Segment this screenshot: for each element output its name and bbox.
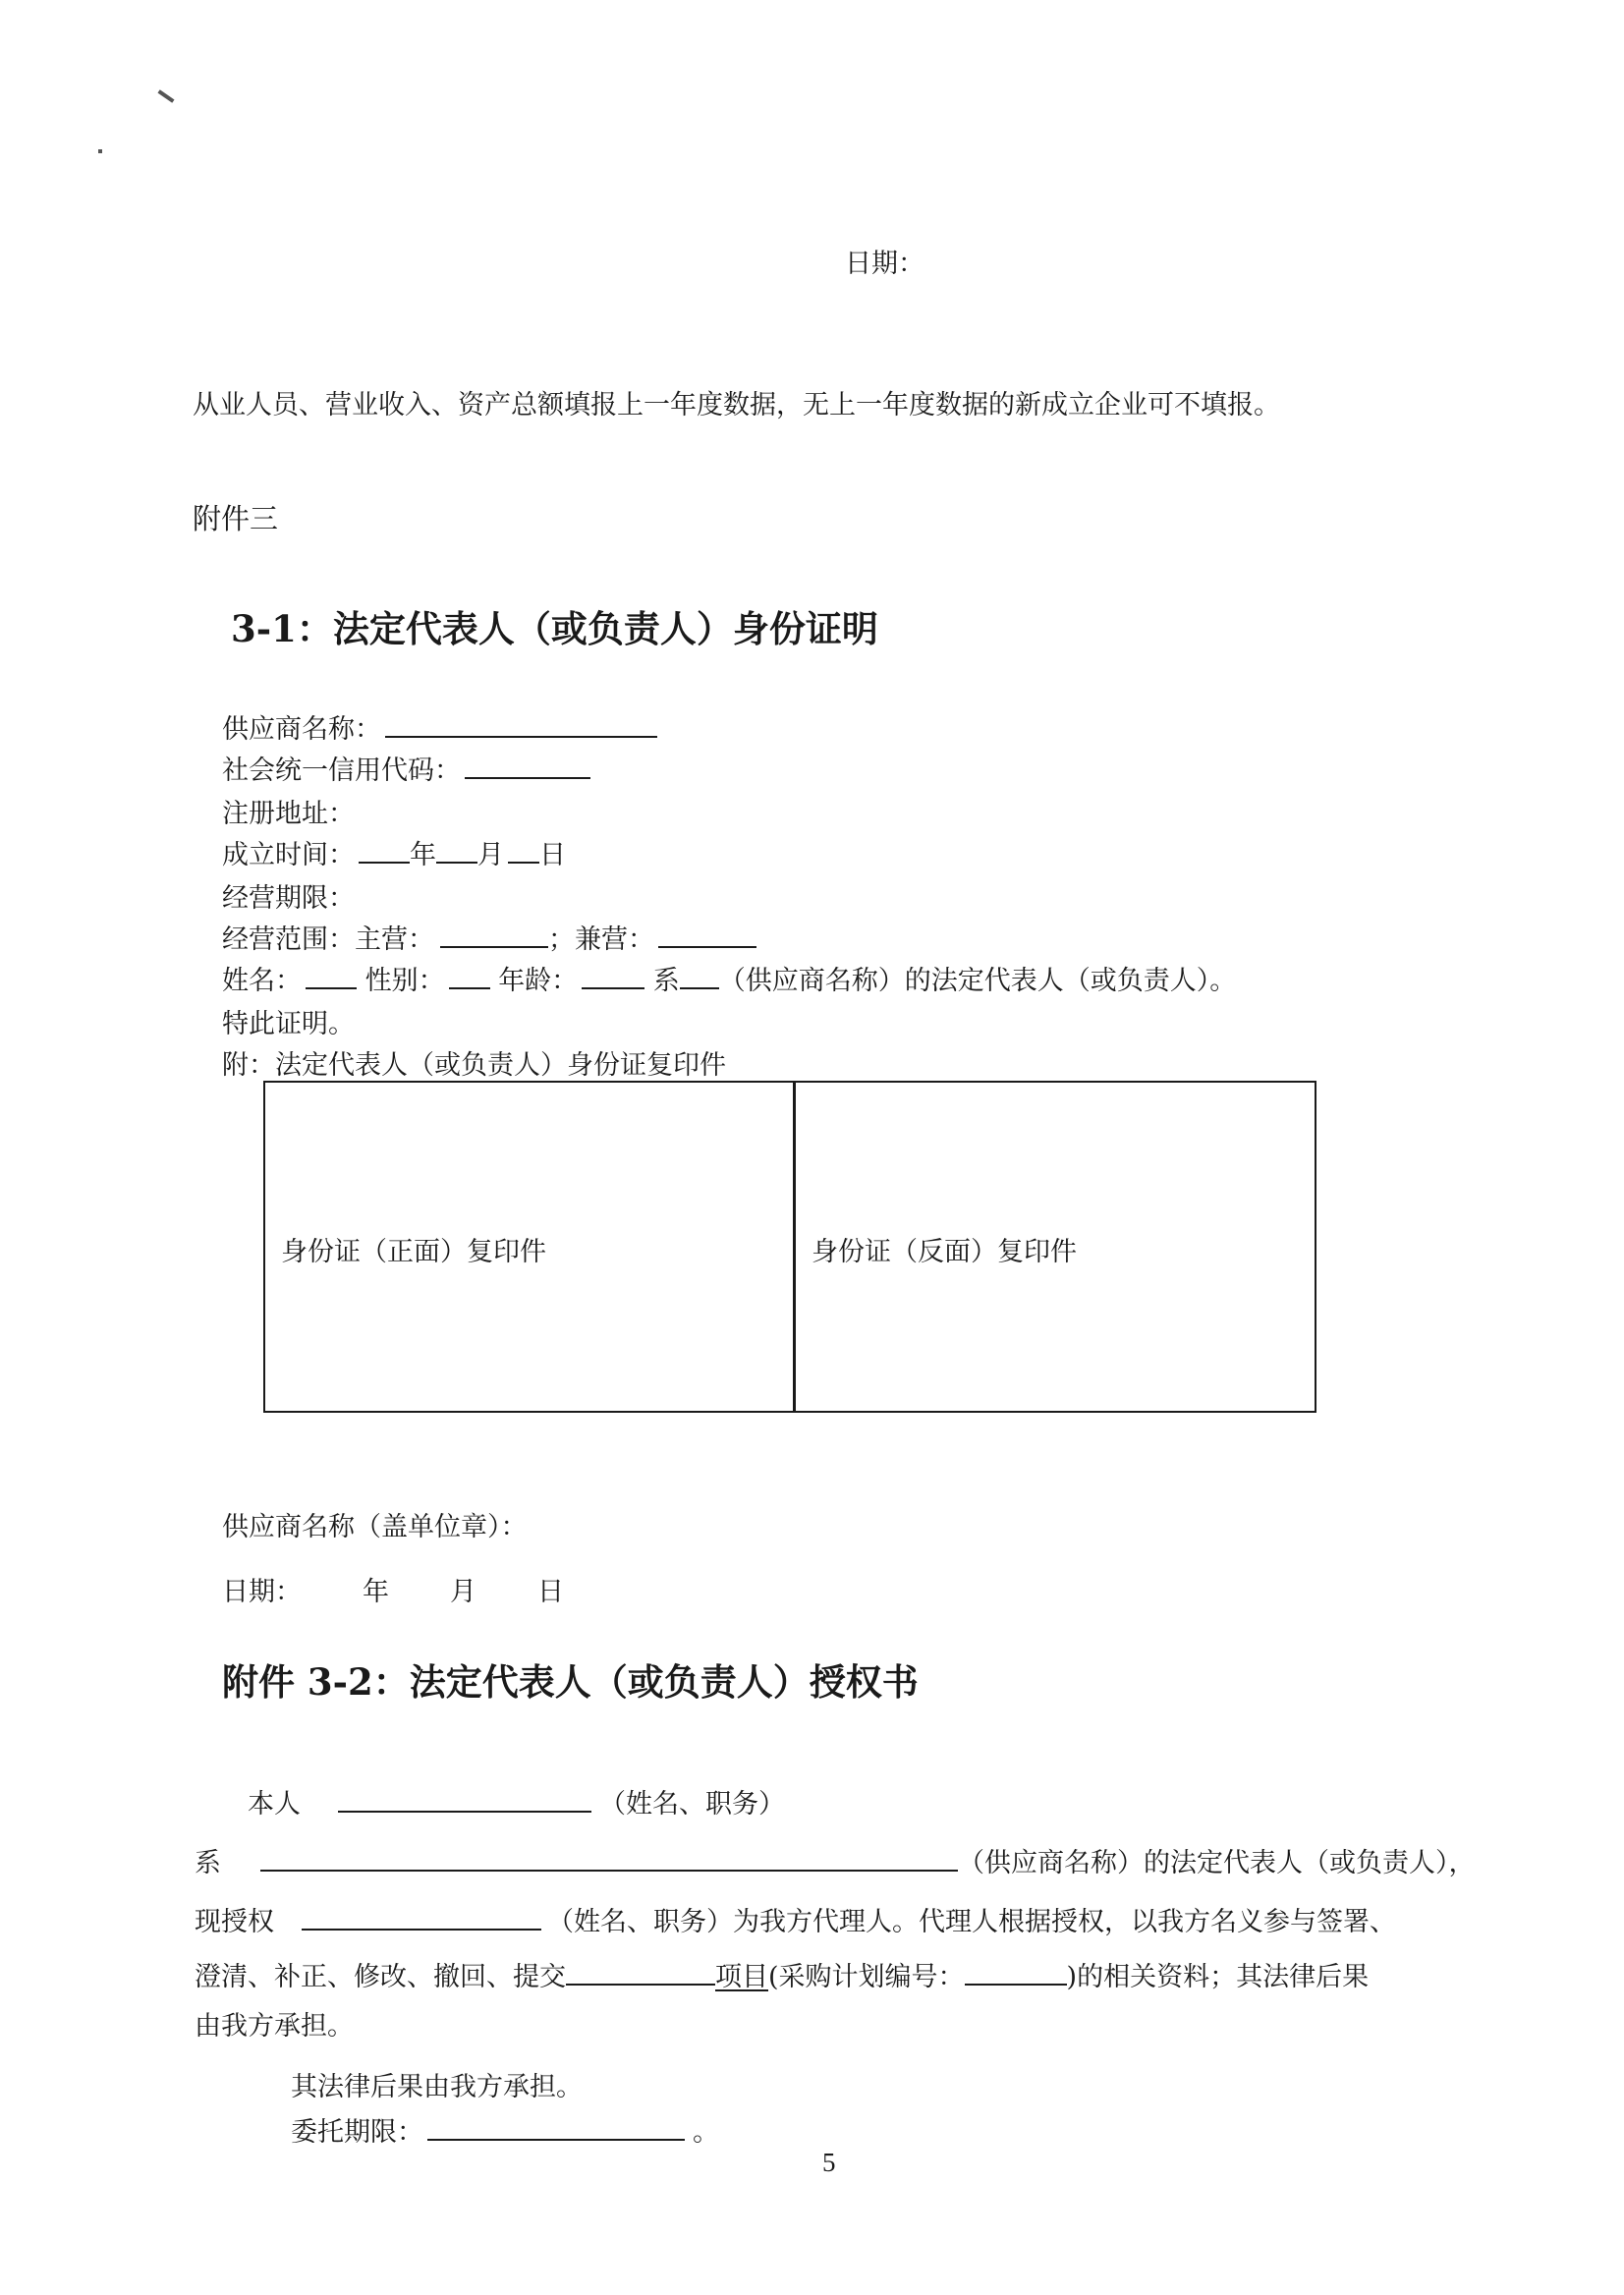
top-date-label: 日期： <box>845 249 924 279</box>
founded-label: 成立时间： <box>222 840 355 870</box>
auth-grant-label: 现授权 <box>195 1907 274 1937</box>
annex3-date-line <box>222 1570 564 1608</box>
period-label: 经营期限： <box>222 883 355 914</box>
auth-self-suffix: （姓名、职务） <box>599 1789 785 1819</box>
id-back-label: 身份证（反面）复印件 <box>812 1237 1077 1267</box>
scope-main-label: 经营范围：主营： <box>222 924 434 955</box>
auth-supplier-blank[interactable] <box>260 1844 958 1872</box>
supplier-name-label: 供应商名称： <box>222 714 381 745</box>
annex3-date-day: 日 <box>537 1577 564 1607</box>
seal-label: 供应商名称（盖单位章）： <box>222 1512 528 1542</box>
auth-plan-label: (采购计划编号： <box>768 1962 965 1992</box>
id-front-label: 身份证（正面）复印件 <box>281 1237 546 1267</box>
supplier-name-line <box>222 707 657 746</box>
auth-project-label: 项目 <box>715 1962 768 1992</box>
supplier-name-blank[interactable] <box>385 710 657 738</box>
annex-3-1-title: 3-1：法定代表人（或负责人）身份证明 <box>231 607 878 650</box>
auth-line-4 <box>195 1955 1369 1993</box>
annex3-date-label: 日期： <box>222 1577 302 1607</box>
attachment-note: 附：法定代表人（或负责人）身份证复印件 <box>222 1050 726 1081</box>
annex-3-2-title: 附件 3-2：法定代表人（或负责人）授权书 <box>222 1660 919 1704</box>
credit-code-blank[interactable] <box>465 752 590 779</box>
age-blank[interactable] <box>582 962 644 989</box>
founded-year-blank[interactable] <box>359 836 410 864</box>
auth-rel-label: 系 <box>195 1848 221 1878</box>
credit-code-label: 社会统一信用代码： <box>222 756 461 786</box>
auth-self-label: 本人 <box>248 1789 301 1819</box>
scope-side-label: ；兼营： <box>548 924 654 955</box>
annex3-date-month: 月 <box>450 1577 476 1607</box>
gender-label: 性别： <box>364 966 445 996</box>
relation-blank[interactable] <box>680 962 719 989</box>
annex-heading: 附件三 <box>193 502 279 535</box>
gender-blank[interactable] <box>449 962 490 989</box>
relation-label: 系 <box>652 966 680 996</box>
auth-grant-suffix: （姓名、职务）为我方代理人。代理人根据授权，以我方名义参与签署、 <box>547 1907 1396 1937</box>
auth-term-suffix: 。 <box>693 2117 719 2148</box>
founded-month-unit: 月 <box>477 840 504 870</box>
founded-line <box>222 833 566 871</box>
age-label: 年龄： <box>498 966 579 996</box>
auth-line-1 <box>248 1782 785 1820</box>
auth-term-line <box>291 2110 719 2149</box>
auth-actions-suffix: )的相关资料；其法律后果 <box>1066 1962 1370 1992</box>
scan-speck <box>98 149 102 153</box>
auth-line-6: 其法律后果由我方承担。 <box>291 2072 583 2102</box>
founded-day-unit: 日 <box>539 840 566 870</box>
auth-term-blank[interactable] <box>427 2113 685 2141</box>
auth-term-label: 委托期限： <box>291 2117 423 2148</box>
certify-text: 特此证明。 <box>222 1009 355 1039</box>
auth-rel-suffix: （供应商名称）的法定代表人（或负责人）， <box>958 1848 1476 1878</box>
scope-main-blank[interactable] <box>440 921 548 948</box>
person-line <box>222 959 1236 997</box>
scan-speck <box>157 89 174 103</box>
scope-line <box>222 918 756 956</box>
annex3-date-year: 年 <box>363 1577 389 1607</box>
auth-actions-label: 澄清、补正、修改、撤回、提交 <box>195 1962 566 1992</box>
note-text: 从业人员、营业收入、资产总额填报上一年度数据，无上一年度数据的新成立企业可不填报。 <box>193 390 1280 420</box>
auth-line-2 <box>195 1841 1476 1879</box>
scope-side-blank[interactable] <box>658 921 756 948</box>
founded-month-blank[interactable] <box>436 836 477 864</box>
auth-project-blank[interactable] <box>566 1958 715 1986</box>
name-blank[interactable] <box>306 962 357 989</box>
auth-plan-blank[interactable] <box>965 1958 1067 1986</box>
auth-line-5: 由我方承担。 <box>195 2011 354 2042</box>
page-number: 5 <box>822 2148 836 2177</box>
auth-line-3 <box>195 1900 1396 1938</box>
founded-year-unit: 年 <box>410 840 436 870</box>
auth-self-blank[interactable] <box>338 1785 591 1813</box>
credit-code-line <box>222 749 590 787</box>
name-label: 姓名： <box>222 966 302 996</box>
founded-day-blank[interactable] <box>508 836 539 864</box>
relation-tail: （供应商名称）的法定代表人（或负责人）。 <box>718 966 1237 996</box>
auth-agent-blank[interactable] <box>302 1903 541 1931</box>
address-label: 注册地址： <box>222 799 355 829</box>
